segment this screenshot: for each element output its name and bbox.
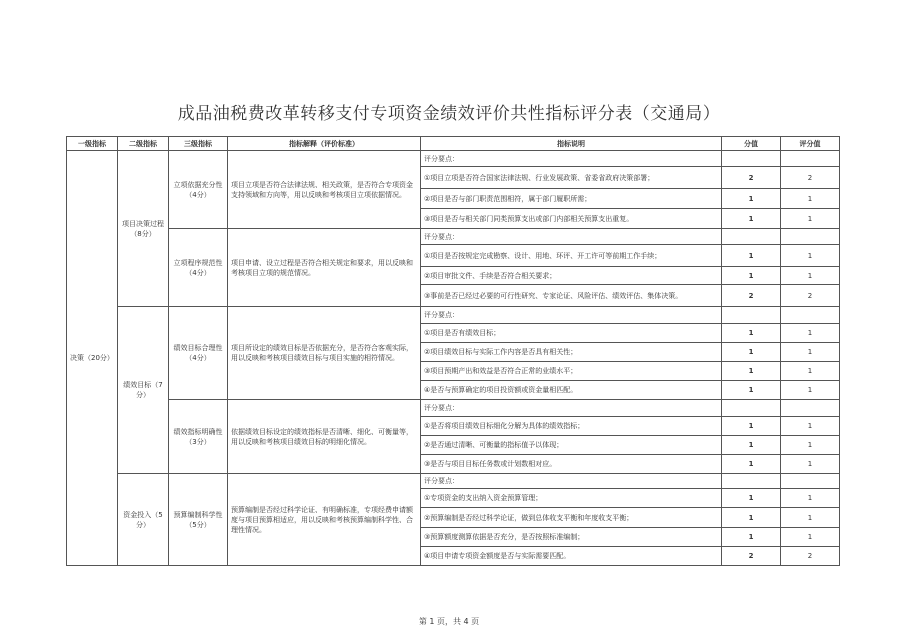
level3-cell: 绩效指标明确性（3分）: [169, 400, 228, 474]
score-cell: 1: [722, 528, 781, 547]
eval-cell: [781, 229, 840, 245]
points-title: 评分要点：: [421, 474, 722, 489]
score-cell: 1: [722, 489, 781, 508]
level2-cell: 资金投入（5分）: [118, 474, 169, 566]
eval-cell: 1: [781, 436, 840, 455]
score-cell: 2: [722, 285, 781, 307]
eval-cell: [781, 400, 840, 417]
eval-cell: 1: [781, 508, 840, 528]
eval-cell: 1: [781, 189, 840, 209]
score-cell: 1: [722, 189, 781, 209]
score-cell: 1: [722, 417, 781, 436]
page-title: 成品油税费改革转移支付专项资金绩效评价共性指标评分表（交通局）: [177, 104, 721, 124]
explanation-cell: 项目申请、设立过程是否符合相关规定和要求，用以反映和考核项目立项的规范情况。: [228, 229, 421, 307]
score-cell: 1: [722, 436, 781, 455]
explanation-cell: 依据绩效目标设定的绩效指标是否清晰、细化、可衡量等，用以反映和考核项目绩效目标的明细化情况。: [228, 400, 421, 474]
score-cell: 2: [722, 167, 781, 189]
header-level1: 一级指标: [67, 137, 118, 151]
eval-cell: 2: [781, 167, 840, 189]
level1-cell: 决策（20分）: [67, 151, 118, 566]
eval-cell: 1: [781, 324, 840, 343]
point-text: ④是否与预算确定的项目投资额或资金量相匹配。: [421, 381, 722, 400]
eval-cell: 1: [781, 381, 840, 400]
explanation-cell: 项目所设定的绩效目标是否依据充分，是否符合客观实际，用以反映和考核项目绩效目标与项目实施的相符情况。: [228, 307, 421, 400]
points-title: 评分要点：: [421, 229, 722, 245]
point-text: ③项目是否与相关部门同类预算支出或部门内部相关预算支出重复。: [421, 209, 722, 229]
eval-cell: 1: [781, 267, 840, 285]
points-title: 评分要点：: [421, 307, 722, 324]
header-row: [67, 137, 840, 151]
eval-cell: 1: [781, 455, 840, 474]
eval-cell: 1: [781, 343, 840, 362]
point-text: ③事前是否已经过必要的可行性研究、专家论证、风险评估、绩效评估、集体决策。: [421, 285, 722, 307]
point-text: ①项目立项是否符合国家法律法规、行业发展政策、省委省政府决策部署；: [421, 167, 722, 189]
eval-cell: 1: [781, 489, 840, 508]
points-title: 评分要点：: [421, 151, 722, 167]
header-description: 指标说明: [421, 137, 722, 151]
point-text: ①是否将项目绩效目标细化分解为具体的绩效指标；: [421, 417, 722, 436]
eval-cell: [781, 307, 840, 324]
header-level3: 三级指标: [169, 137, 228, 151]
level3-cell: 绩效目标合理性（4分）: [169, 307, 228, 400]
table-row: [67, 474, 840, 489]
score-cell: 1: [722, 381, 781, 400]
level2-cell: 绩效目标（7分）: [118, 307, 169, 474]
explanation-cell: 预算编制是否经过科学论证、有明确标准，专项经费申请额度与项目预算相适应，用以反映和考核预算编制科学性、合理性情况。: [228, 474, 421, 566]
page-footer: 第 1 页，共 4 页: [418, 617, 480, 626]
point-text: ②项目绩效目标与实际工作内容是否具有相关性；: [421, 343, 722, 362]
point-text: ③项目预期产出和效益是否符合正常的业绩水平；: [421, 362, 722, 381]
point-text: ②项目是否与部门职责范围相符，属于部门履职所需；: [421, 189, 722, 209]
score-cell: [722, 400, 781, 417]
eval-cell: 2: [781, 547, 840, 566]
point-text: ②预算编制是否经过科学论证，做到总体收支平衡和年度收支平衡；: [421, 508, 722, 528]
score-cell: 1: [722, 455, 781, 474]
score-cell: 1: [722, 324, 781, 343]
level3-cell: 立项程序规范性（4分）: [169, 229, 228, 307]
table-row: [67, 151, 840, 167]
eval-cell: 1: [781, 528, 840, 547]
point-text: ④项目申请专项资金额度是否与实际需要匹配。: [421, 547, 722, 566]
point-text: ①项目是否有绩效目标；: [421, 324, 722, 343]
table-row: [67, 229, 840, 245]
header-eval: 评分值: [781, 137, 840, 151]
explanation-cell: 项目立项是否符合法律法规、相关政策，是否符合专项资金支持领域和方向等，用以反映和考核项目立项依据情况。: [228, 151, 421, 229]
score-cell: 1: [722, 362, 781, 381]
table-row: [67, 400, 840, 417]
score-cell: [722, 151, 781, 167]
eval-cell: 2: [781, 285, 840, 307]
score-cell: [722, 307, 781, 324]
point-text: ①项目是否按规定完成勘察、设计、用地、环评、开工许可等前期工作手续；: [421, 245, 722, 267]
level3-cell: 立项依据充分性（4分）: [169, 151, 228, 229]
scoring-table: [66, 136, 840, 566]
score-cell: [722, 474, 781, 489]
score-cell: 1: [722, 245, 781, 267]
point-text: ③是否与项目目标任务数或计划数相对应。: [421, 455, 722, 474]
point-text: ③预算额度测算依据是否充分，是否按照标准编制；: [421, 528, 722, 547]
score-cell: 1: [722, 267, 781, 285]
score-cell: 2: [722, 547, 781, 566]
eval-cell: [781, 151, 840, 167]
header-explanation: 指标解释（评价标准）: [228, 137, 421, 151]
eval-cell: 1: [781, 209, 840, 229]
point-text: ②项目审批文件、手续是否符合相关要求；: [421, 267, 722, 285]
eval-cell: [781, 474, 840, 489]
eval-cell: 1: [781, 245, 840, 267]
point-text: ②是否通过清晰、可衡量的指标值予以体现；: [421, 436, 722, 455]
point-text: ①专项资金的支出纳入资金预算管理；: [421, 489, 722, 508]
header-level2: 二级指标: [118, 137, 169, 151]
points-title: 评分要点：: [421, 400, 722, 417]
level3-cell: 预算编制科学性（5分）: [169, 474, 228, 566]
score-cell: 1: [722, 209, 781, 229]
header-score: 分值: [722, 137, 781, 151]
score-cell: [722, 229, 781, 245]
eval-cell: 1: [781, 417, 840, 436]
level2-cell: 项目决策过程（8分）: [118, 151, 169, 307]
score-cell: 1: [722, 508, 781, 528]
score-cell: 1: [722, 343, 781, 362]
eval-cell: 1: [781, 362, 840, 381]
table-row: [67, 307, 840, 324]
